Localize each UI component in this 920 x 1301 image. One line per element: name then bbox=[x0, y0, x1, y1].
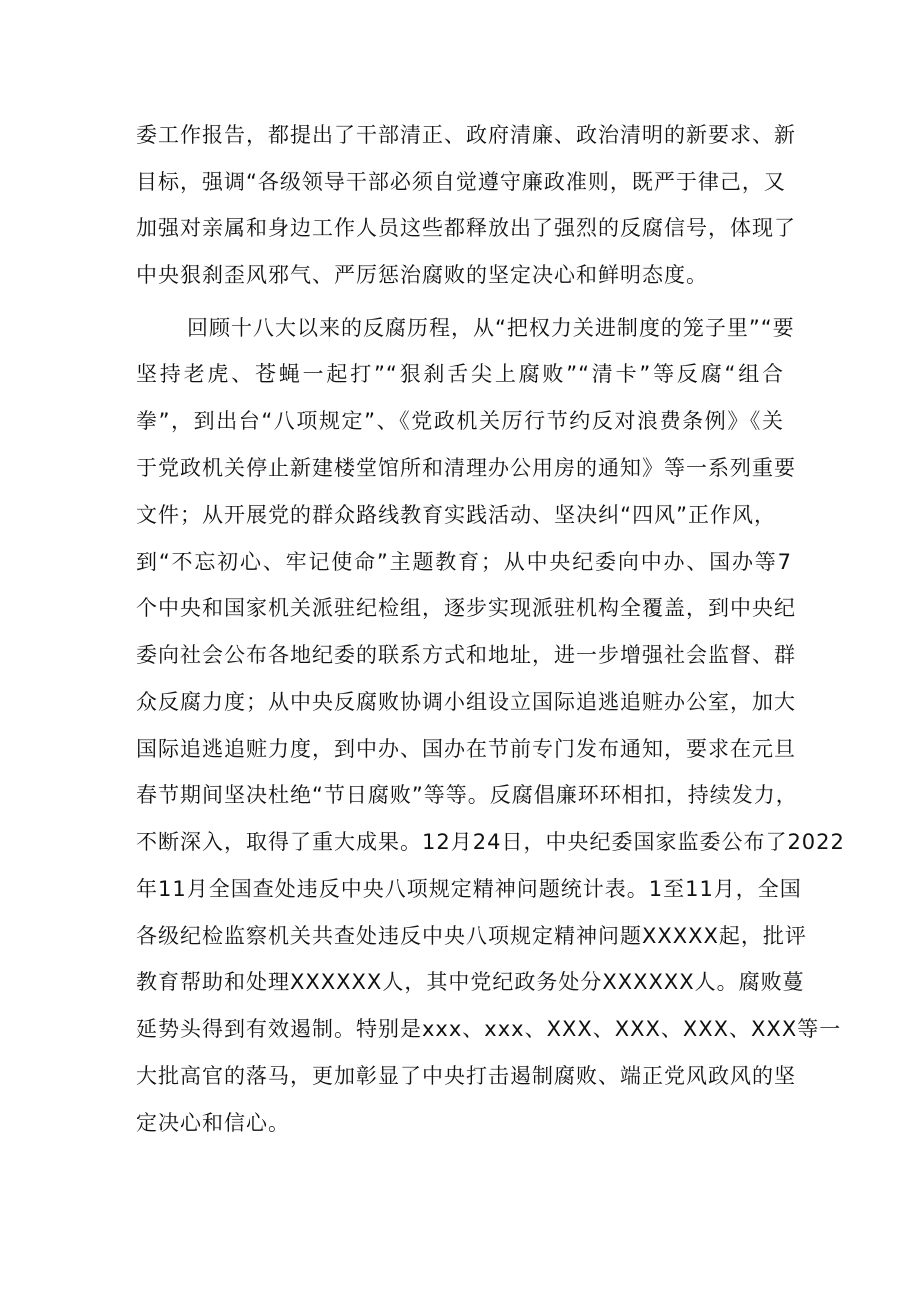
paragraph-2-line-10: 国际追逃追赃力度，到中办、国办在节前专门发布通知，要求在元旦 bbox=[136, 737, 796, 761]
paragraph-2-line-16: 延势头得到有效遏制。特别是xxx、xxx、XXX、XXX、XXX、XXX等一 bbox=[136, 1017, 842, 1041]
paragraph-1-line-3: 加强对亲属和身边工作人员这些都释放出了强烈的反腐信号，体现了 bbox=[136, 216, 796, 240]
paragraph-2-line-14: 各级纪检监察机关共查处违反中央八项规定精神问题XXXXX起，批评 bbox=[136, 924, 807, 948]
paragraph-2-line-12: 不断深入，取得了重大成果。12月24日，中央纪委国家监委公布了2022 bbox=[136, 830, 845, 854]
paragraph-2-line-6: 到“不忘初心、牢记使命”主题教育；从中央纪委向中办、国办等7 bbox=[136, 550, 792, 574]
paragraph-2-line-9: 众反腐力度；从中央反腐败协调小组设立国际追逃追赃办公室，加大 bbox=[136, 690, 796, 714]
paragraph-1-line-1: 委工作报告，都提出了干部清正、政府清廉、政治清明的新要求、新 bbox=[136, 123, 796, 147]
paragraph-1-line-2: 目标，强调“各级领导干部必须自觉遵守廉政准则，既严于律己，又 bbox=[136, 170, 786, 194]
paragraph-2-line-3: 拳”，到出台“八项规定”、《党政机关厉行节约反对浪费条例》《关 bbox=[136, 409, 784, 433]
paragraph-2-line-17: 大批高官的落马，更加彰显了中央打击遏制腐败、端正党风政风的坚 bbox=[136, 1064, 796, 1088]
paragraph-2-line-4: 于党政机关停止新建楼堂馆所和清理办公用房的通知》等一系列重要 bbox=[136, 456, 796, 480]
paragraph-2-line-1: 回顾十八大以来的反腐历程，从“把权力关进制度的笼子里”“要 bbox=[187, 316, 795, 340]
paragraph-2-line-5: 文件；从开展党的群众路线教育实践活动、坚决纠“四风”正作风， bbox=[136, 503, 776, 527]
paragraph-2-line-7: 个中央和国家机关派驻纪检组，逐步实现派驻机构全覆盖，到中央纪 bbox=[136, 596, 796, 620]
paragraph-2-line-15: 教育帮助和处理XXXXXX人，其中党纪政务处分XXXXXX人。腐败蔓 bbox=[136, 970, 805, 994]
paragraph-2-line-11: 春节期间坚决杜绝“节日腐败”等等。反腐倡廉环环相扣，持续发力， bbox=[136, 783, 798, 807]
paragraph-2-line-18: 定决心和信心。 bbox=[136, 1111, 290, 1135]
paragraph-1-line-4: 中央狠刹歪风邪气、严厉惩治腐败的坚定决心和鲜明态度。 bbox=[136, 263, 708, 287]
paragraph-2-line-8: 委向社会公布各地纪委的联系方式和地址，进一步增强社会监督、群 bbox=[136, 643, 796, 667]
paragraph-2-line-2: 坚持老虎、苍蝇一起打”“狠刹舌尖上腐败”“清卡”等反腐“组合 bbox=[136, 362, 784, 386]
paragraph-2-line-13: 年11月全国查处违反中央八项规定精神问题统计表。1至11月，全国 bbox=[136, 877, 802, 901]
